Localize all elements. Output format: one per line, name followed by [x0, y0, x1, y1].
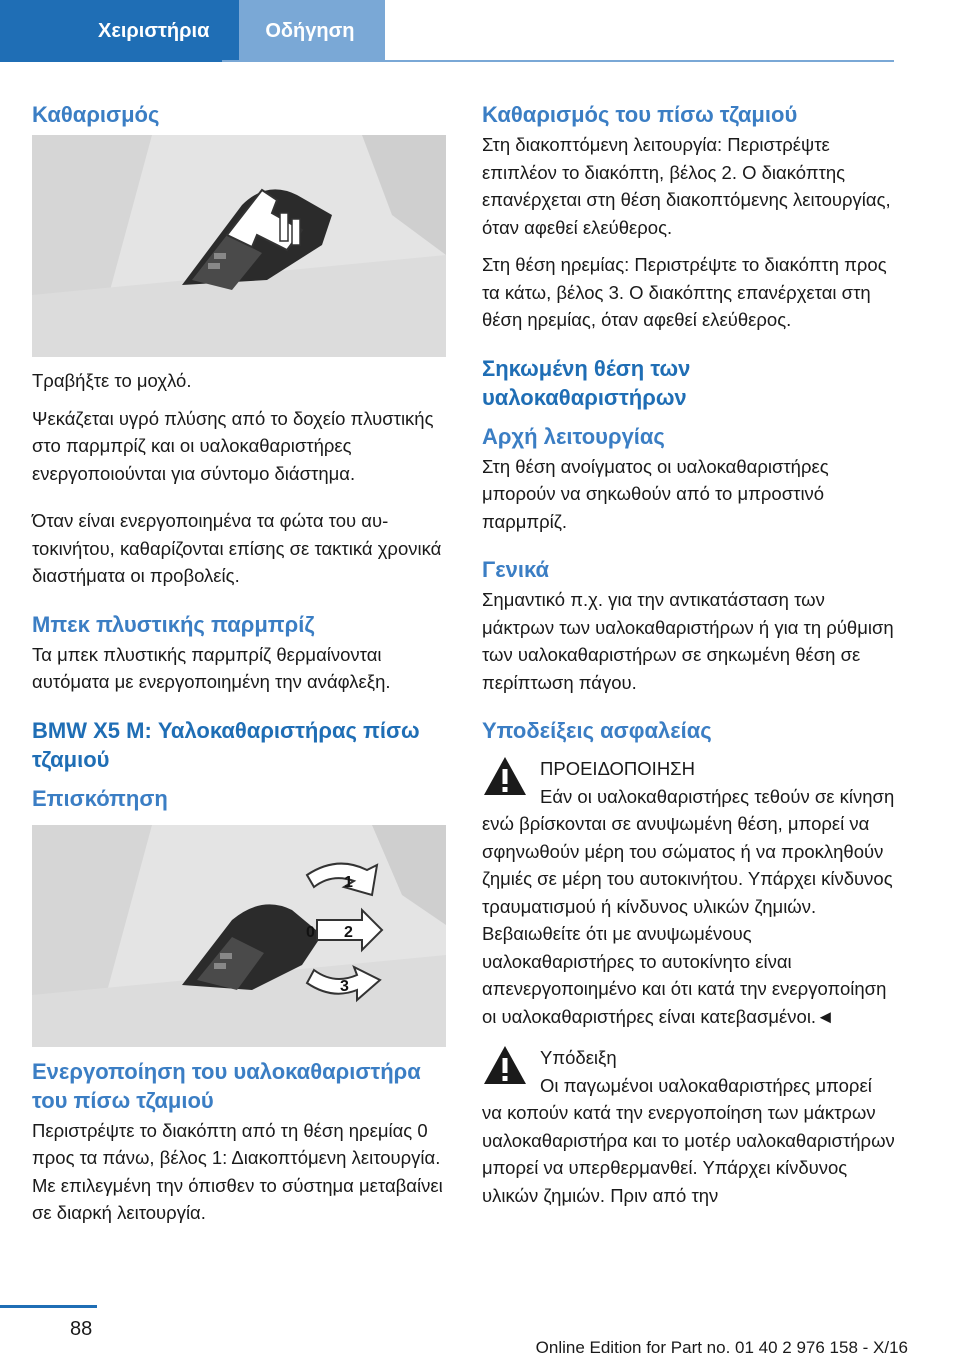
heading-rear-window-cleaning: Καθαρισμός του πίσω τζαμιού — [482, 102, 798, 127]
para-principle: Στη θέση ανοίγματος οι υαλοκαθαριστήρες μπορούν να σηκωθούν από το μπροστινό παρμπρίζ. — [482, 455, 829, 532]
edition-text: Online Edition for Part no. 01 40 2 976 158 - X/16 — [535, 1338, 908, 1357]
footer-rule — [0, 1305, 97, 1308]
para-nozzles: Τα μπεκ πλυστικής παρμπρίζ θερμαίνονται αυτόματα με ενεργοποιημένη την ανάφλεξη. — [32, 643, 391, 692]
heading-x5m-rear-wiper: BMW X5 M: Υαλοκαθαριστήρας πίσω τζαμιού — [32, 717, 420, 772]
heading-overview: Επισκόπηση — [32, 785, 168, 811]
heading-safety: Υποδείξεις ασφαλείας — [482, 718, 712, 743]
diagram-label-1: 1 — [344, 873, 353, 891]
header-tabs — [0, 0, 385, 62]
warning-title: ΠΡΟΕΙΔΟΠΟΙΗΣΗ — [540, 758, 695, 779]
para-headlights: Όταν είναι ενεργοποιημένα τα φώτα του αυτοκινήτου, καθαρίζονται επίσης σε τακτικά χρονικά διαστήματα οι προβολείς. — [32, 510, 442, 586]
heading-activate-rear-wiper: Ενεργοποίηση του υαλοκαθαριστήρα του πίσω τζαμιού — [32, 1058, 421, 1113]
heading-cleaning: Καθαρισμός — [32, 102, 160, 127]
diagram-label-0: 0 — [306, 923, 315, 941]
note-triangle-icon — [482, 1044, 528, 1086]
heading-raised-position: Σηκωμένη θέση των υαλοκαθαριστήρων — [482, 355, 691, 410]
heading-nozzles: Μπεκ πλυστικής παρμπρίζ — [32, 611, 315, 637]
warning-triangle-icon — [482, 755, 528, 797]
tab-controls[interactable]: Χειριστήρια — [0, 0, 239, 62]
diagram-label-2: 2 — [344, 923, 353, 941]
page-number: 88 — [70, 1318, 93, 1340]
para-intermittent: Στη διακοπτόμενη λειτουργία: Περιστρέψτε επιπλέον το διακόπτη, βέλος 2. Ο διακόπτης επανέρχεται στη θέση διακοπτόμενης λειτουργίας, όταν αφεθεί ελεύθερος. — [482, 134, 891, 238]
wiper-lever-pull-illustration — [32, 135, 446, 357]
para-activate: Περιστρέψτε το διακόπτη από τη θέση ηρεμίας 0 προς τα πάνω, βέλος 1: Διακοπτόμενη λειτουργία. Με επιλεγμένη την όπισθεν το σύστημα μεταβαίνει σε διαρκή λειτουργία. — [32, 1119, 443, 1223]
para-general: Σημαντικό π.χ. για την αντικατάσταση των μάκτρων των υαλοκαθαριστήρων ή για τη ρύθμιση των υαλοκαθαριστήρων σε σηκωμένη θέση σε περίπτωση πάγου. — [482, 589, 894, 693]
warning-text: Εάν οι υαλοκαθαριστήρες τεθούν σε κίνηση ενώ βρίσκονται σε ανυψωμένη θέση, μπορεί να σφηνωθούν μέρη του σώματος ή να προκληθούν ζημιές σε μέρη του αυτοκινήτου. Υπάρχει κίνδυνος τραυματισμού ή κίνδυνος υλικών ζημιών. Βεβαιωθείτε ότι με ανυψωμένους υαλοκαθαριστήρες το αυτοκίνητο είναι απενεργοποιημένο και ότι κατά την ενεργοποίηση οι υαλοκαθαριστήρες είναι κατεβασμένοι.◄ — [482, 785, 895, 1027]
tab-driving[interactable]: Οδήγηση — [239, 0, 384, 62]
diagram-label-3: 3 — [340, 977, 349, 995]
para-spray: Ψεκάζεται υγρό πλύσης από το δοχείο πλυστικής στο παρμπρίζ και οι υαλοκαθαριστήρες ενεργοποιούνται για σύντομο διάστημα. — [32, 407, 434, 484]
heading-general: Γενικά — [482, 557, 550, 582]
note-block — [482, 1044, 896, 1209]
warning-block — [482, 755, 896, 1030]
note-title: Υπόδειξη — [540, 1047, 617, 1068]
header-rule — [222, 60, 894, 62]
left-column — [32, 100, 446, 1237]
para-rest-position: Στη θέση ηρεμίας: Περιστρέψτε το διακόπτη προς τα κάτω, βέλος 3. Ο διακόπτης επανέρχεται στη θέση ηρεμίας, όταν αφεθεί ελεύθερος. — [482, 254, 887, 330]
heading-principle: Αρχή λειτουργίας — [482, 423, 665, 449]
para-pull-lever: Τραβήξτε το μοχλό. — [32, 370, 192, 391]
rear-wiper-switch-illustration — [32, 825, 446, 1047]
right-column — [482, 100, 896, 1221]
note-text: Οι παγωμένοι υαλοκαθαριστήρες μπορεί να κοπούν κατά την ενεργοποίηση των μάκτρων υαλοκαθαριστήρα και το μοτέρ υαλοκαθαριστήρων μπορεί να υπερθερμανθεί. Υπάρχει κίνδυνος υλικών ζημιών. Πριν από την — [482, 1074, 895, 1206]
